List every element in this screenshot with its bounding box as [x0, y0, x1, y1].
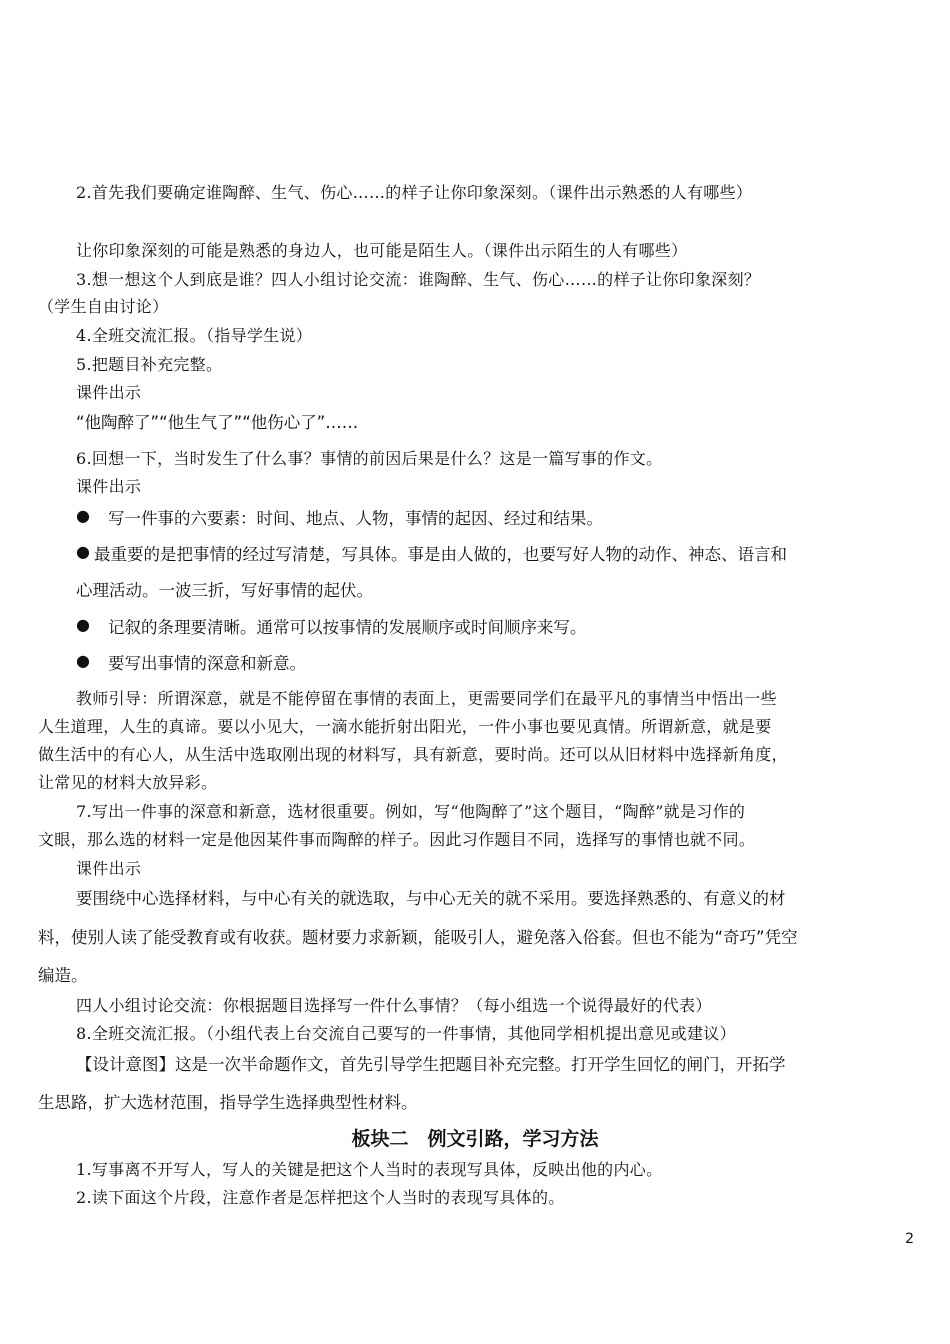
step-4: 4.全班交流汇报。（指导学生说）	[76, 326, 313, 345]
teacher-guide-line-4: 让常见的材料大放异彩。	[38, 773, 218, 792]
example-step-1: 1.写事离不开写人，写人的关键是把这个人当时的表现写具体，反映出他的内心。	[76, 1160, 663, 1179]
section-heading: 板块二 例文引路，学习方法	[351, 1128, 599, 1150]
bullet-item-3: 记叙的条理要清晰。通常可以按事情的发展顺序或时间顺序来写。	[108, 618, 587, 637]
step-7-line-2: 文眼，那么选的材料一定是他因某件事而陶醉的样子。因此习作题目不同，选择写的事情也就不同。	[38, 830, 756, 849]
bullet-icon: ●	[76, 542, 90, 561]
example-step-2: 2.读下面这个片段，注意作者是怎样把这个人当时的表现写具体的。	[76, 1188, 565, 1207]
design-intent-line-2: 生思路，扩大选材范围，指导学生选择典型性材料。	[38, 1093, 418, 1112]
step-5: 5.把题目补充完整。	[76, 355, 223, 374]
material-line-1: 要围绕中心选择材料，与中心有关的就选取，与中心无关的就不采用。要选择熟悉的、有意义的材	[76, 889, 786, 908]
courseware-label-2: 课件出示	[76, 477, 142, 496]
step-2-line-1: 2.首先我们要确定谁陶醉、生气、伤心……的样子让你印象深刻。（课件出示熟悉的人有哪些）	[76, 183, 753, 202]
step-6: 6.回想一下，当时发生了什么事？事情的前因后果是什么？这是一篇写事的作文。	[76, 449, 663, 468]
material-line-2: 料，使别人读了能受教育或有收获。题材要力求新颖，能吸引人，避免落入俗套。但也不能为“奇巧”凭空	[38, 928, 798, 947]
design-intent-line-1: 【设计意图】这是一次半命题作文，首先引导学生把题目补充完整。打开学生回忆的闸门，开拓学	[76, 1055, 786, 1074]
bullet-item-1: 写一件事的六要素：时间、地点、人物，事情的起因、经过和结果。	[108, 509, 603, 528]
bullet-item-2-line-1: 最重要的是把事情的经过写清楚，写具体。事是由人做的，也要写好人物的动作、神态、语言和	[94, 545, 787, 564]
group-discussion: 四人小组讨论交流：你根据题目选择写一件什么事情？（每小组选一个说得最好的代表）	[76, 996, 712, 1015]
page-number: 2	[905, 1231, 914, 1247]
teacher-guide-line-3: 做生活中的有心人，从生活中选取刚出现的材料写，具有新意，要时尚。还可以从旧材料中选择新角度，	[38, 745, 788, 764]
material-line-3: 编造。	[38, 966, 88, 985]
step-7-line-1: 7.写出一件事的深意和新意，选材很重要。例如，写“他陶醉了”这个题目，“陶醉”就是习作的	[76, 802, 746, 821]
courseware-label-3: 课件出示	[76, 859, 142, 878]
step-3-line-1: 3.想一想这个人到底是谁？四人小组讨论交流：谁陶醉、生气、伤心……的样子让你印象深刻？	[76, 270, 761, 289]
bullet-item-4: 要写出事情的深意和新意。	[108, 654, 306, 673]
step-8: 8.全班交流汇报。（小组代表上台交流自己要写的一件事情，其他同学相机提出意见或建议）	[76, 1024, 736, 1043]
bullet-icon: ●	[76, 651, 90, 670]
sample-titles: “他陶醉了”“他生气了”“他伤心了”……	[76, 413, 359, 432]
step-3-line-2: （学生自由讨论）	[38, 297, 169, 316]
teacher-guide-line-2: 人生道理，人生的真谛。要以小见大，一滴水能折射出阳光，一件小事也要见真情。所谓新意，就是要	[38, 717, 772, 736]
step-2-line-2: 让你印象深刻的可能是熟悉的身边人，也可能是陌生人。（课件出示陌生的人有哪些）	[76, 241, 688, 260]
teacher-guide-line-1: 教师引导：所谓深意，就是不能停留在事情的表面上，更需要同学们在最平凡的事情当中悟出一些	[76, 689, 777, 708]
bullet-icon: ●	[76, 615, 90, 634]
bullet-item-2-line-2: 心理活动。一波三折，写好事情的起伏。	[76, 581, 373, 600]
bullet-icon: ●	[76, 506, 90, 525]
courseware-label-1: 课件出示	[76, 383, 142, 402]
